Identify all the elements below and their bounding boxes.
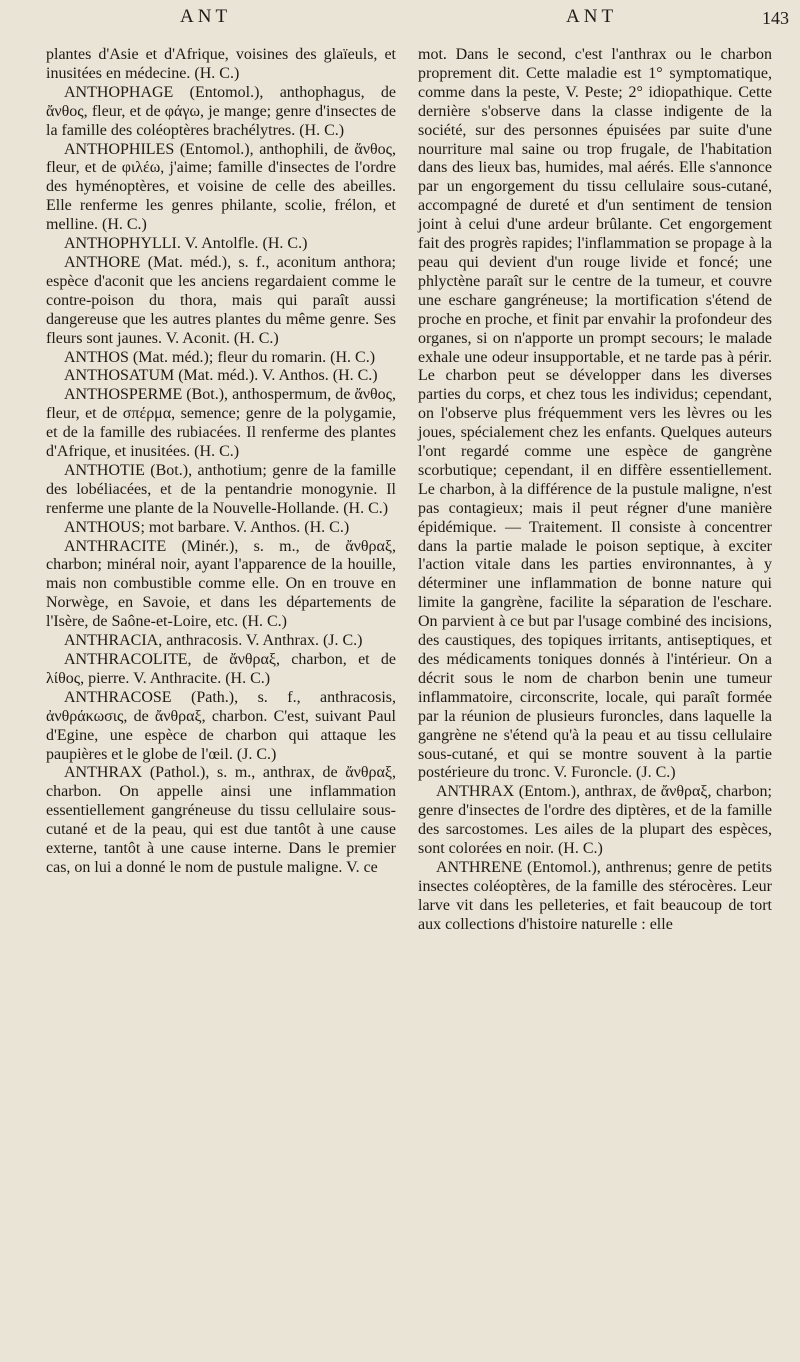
entry-anthosperme: ANTHOSPERME (Bot.), anthospermum, de ἄνθος, fleur, et de σπέρμα, semence; genre de la polygamie, et de la famille des rubiacées. Il renferme des plantes d'Afrique, et inusitées. (H. C.) <box>46 386 396 461</box>
entry-anthotie: ANTHOTIE (Bot.), anthotium; genre de la famille des lobéliacées, et de la pentandrie monogynie. Il renferme une plante de la Nouvelle-Hollande. (H. C.) <box>46 461 396 517</box>
entry-anthracolite: ANTHRACOLITE, de ἄνθραξ, charbon, et de λίθος, pierre. V. Anthracite. (H. C.) <box>46 651 396 687</box>
entry-anthrax-pathol: ANTHRAX (Pathol.), s. m., anthrax, de ἄνθραξ, charbon. On appelle ainsi une inflammation essentiellement gangréneuse du tissu cellulaire sous-cutané et de la peau, qui est due tantôt à une cause externe, tantôt à une cause interne. Dans le premier cas, on lui a donné le nom de pustule maligne. V. ce <box>46 764 396 876</box>
entry-anthosatum: ANTHOSATUM (Mat. méd.). V. Anthos. (H. C.) <box>64 367 378 385</box>
entry-anthos: ANTHOS (Mat. méd.); fleur du romarin. (H. C.) <box>64 348 376 366</box>
entry-anthous: ANTHOUS; mot barbare. V. Anthos. (H. C.) <box>64 518 350 536</box>
entry-anthore: ANTHORE (Mat. méd.), s. f., aconitum anthora; espèce d'aconit que les anciens regardaient comme le contre-poison du thora, mais qui paraît aussi dangereuse que les autres plantes du même genre. Ses fleurs sont jaunes. V. Aconit. (H. C.) <box>46 253 396 347</box>
entry-anthrax-entom: ANTHRAX (Entom.), anthrax, de ἄνθραξ, charbon; genre d'insectes de l'ordre des diptères, et de la famille des sarcostomes. Les ailes de la plupart des espèces, sont colorées en noir. (H. C.) <box>418 783 772 858</box>
entry-continuation: plantes d'Asie et d'Afrique, voisines des glaïeuls, et inusitées en médecine. (H. C.) <box>46 46 396 82</box>
entry-anthrene: ANTHRENE (Entomol.), anthrenus; genre de petits insectes coléoptères, de la famille des stérocères. Leur larve vit dans les pelleteries, et fait beaucoup de tort aux collections d'histoire naturelle : elle <box>418 858 772 933</box>
entry-anthophiles: ANTHOPHILES (Entomol.), anthophili, de ἄνθος, fleur, et de φιλέω, j'aime; famille d'insectes de l'ordre des hyménoptères, et voisine de celle des abeilles. Elle renferme les genres philante, scolie, frélon, et melline. (H. C.) <box>46 140 396 234</box>
entry-anthracia: ANTHRACIA, anthracosis. V. Anthrax. (J. C.) <box>64 632 363 650</box>
entry-anthophage: ANTHOPHAGE (Entomol.), anthophagus, de ἄνθος, fleur, et de φάγω, je mange; genre d'insectes de la famille des coléoptères brachélytres. (H. C.) <box>46 83 396 139</box>
left-column <box>46 46 396 878</box>
entry-anthracite: ANTHRACITE (Minér.), s. m., de ἄνθραξ, charbon; minéral noir, ayant l'apparence de la houille, mais non combustible comme elle. On en trouve en Norwège, en Savoie, et dans les départements de l'Isère, de Saône-et-Loire, etc. (H. C.) <box>46 537 396 631</box>
running-head-left: ANT <box>180 6 232 27</box>
entry-anthracose: ANTHRACOSE (Path.), s. f., anthracosis, ἀνθράκωσις, de ἄνθραξ, charbon. C'est, suivant Paul d'Egine, une espèce de charbon qui attaque les paupières et le globe de l'œil. (J. C.) <box>46 688 396 763</box>
page-number: 143 <box>762 8 789 28</box>
entry-anthrax-continuation: mot. Dans le second, c'est l'anthrax ou le charbon proprement dit. Cette maladie est 1° symptomatique, comme dans la peste, V. Peste; 2° idiopathique. Cette dernière s'observe dans la classe indigente de la société, sur des personnes épuisées par suite d'une nourriture mal saine ou trop frugale, de l'habitation dans des lieux bas, humides, mal aérés. Elle s'annonce par un engorgement du tissu cellulaire sous-cutané, accompagné de dureté et d'un sentiment de tension joint à celui d'une ardeur brûlante. Cet engorgement fait des progrès rapides; l'inflammation se propage à la peau qui devient d'un rouge livide et foncé; une phlyctène paraît sur le centre de la tumeur, et couvre une eschare gangréneuse; la mortification s'étend de proche en proche, et finit par envahir la profondeur des organes, si on n'apporte un prompt secours; le malade exhale une odeur insupportable, et ne tarde pas à périr. Le charbon peut se développer dans les diverses parties du corps, et chez tous les individus; cependant, on l'observe plus fréquemment vers les lèvres ou les joues, spécialement chez les enfants. Quelques auteurs l'ont regardé comme une espèce de gangrène scorbutique; cependant, il en diffère essentiellement. Le charbon, à la différence de la pustule maligne, n'est pas contagieux; mais il peut régner d'une manière épidémique. — Traitement. Il consiste à concentrer dans la partie malade le poison septique, à exciter l'action vitale dans les parties environnantes, à y déterminer une inflammation de bonne nature qui limite la gangrène, facilite la séparation de l'eschare. On parvient à ce but par l'usage combiné des incisions, des caustiques, des topiques irritants, antiseptiques, et des médicaments toniques donnés à l'intérieur. On a décrit sous le nom de charbon benin une tumeur inflammatoire, circonscrite, locale, qui paraît formée par la réunion de plusieurs furoncles, dans laquelle la gangrène ne s'étend qu'à la peau et au tissu cellulaire sous-cutané, et qui se montre souvent à la partie postérieure du tronc. V. Furoncle. (J. C.) <box>418 46 772 782</box>
entry-anthophylli: ANTHOPHYLLI. V. Antolfle. (H. C.) <box>64 235 308 253</box>
running-head-right: ANT <box>566 6 618 27</box>
right-column <box>418 46 772 935</box>
